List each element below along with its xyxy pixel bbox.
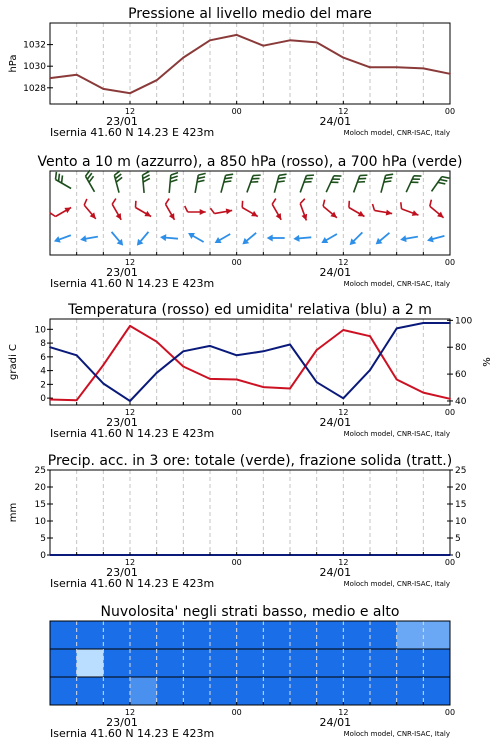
arrow-head	[186, 230, 195, 239]
wind_850-vector	[131, 201, 154, 219]
arrow-head	[320, 237, 329, 246]
arrow-head	[293, 235, 300, 242]
humidity-line-point	[369, 369, 371, 371]
date-label: 24/01	[319, 566, 352, 579]
wind_surface-vector	[426, 233, 445, 244]
barb-feather	[170, 176, 177, 180]
cloud-cell	[77, 649, 104, 678]
wind_700-vector	[169, 172, 178, 194]
arrow-head	[400, 235, 407, 243]
model-label: Moloch model, CNR-ISAC, Italy	[343, 129, 450, 137]
x-tick-label: 12	[338, 708, 349, 717]
model-label: Moloch model, CNR-ISAC, Italy	[343, 280, 450, 288]
y-tick-label: 6	[40, 352, 46, 363]
barb-feather	[133, 201, 139, 208]
cloud-cell	[210, 649, 237, 678]
wind_700-vector	[53, 172, 75, 189]
cloud-cell	[397, 677, 424, 706]
panel-3	[8, 302, 493, 440]
temperature-line-point	[262, 386, 264, 388]
cloud-cell	[263, 649, 290, 678]
cloud-cell	[290, 621, 317, 650]
wind_850-vector	[319, 200, 341, 220]
wind_700-vector	[84, 170, 101, 192]
wind_surface-vector	[186, 230, 205, 245]
barb-feather	[321, 200, 327, 207]
y-tick-label: 20	[34, 483, 46, 493]
cloud-cell	[130, 677, 157, 706]
cloud-cell	[290, 649, 317, 678]
plot-frame	[50, 319, 450, 405]
x-tick-label: 00	[444, 107, 456, 116]
date-label: 23/01	[106, 115, 138, 128]
location-label: Isernia 41.60 N 14.23 E 423m	[50, 727, 215, 740]
humidity-line-point	[182, 350, 184, 352]
barb-head	[144, 211, 152, 219]
y-tick-label-right: 5	[455, 534, 461, 544]
wind_surface-vector	[293, 234, 312, 243]
humidity-line-point	[316, 381, 318, 383]
arrow-head	[267, 235, 273, 242]
x-tick-label: 00	[231, 708, 242, 717]
y-tick-label: 0	[40, 551, 46, 561]
barb-feather	[428, 200, 434, 207]
cloud-cell	[343, 649, 370, 678]
barb-feather	[414, 173, 422, 179]
y-tick-label-right: 60	[455, 370, 467, 381]
barb-feather	[198, 172, 205, 176]
wind_surface-vector	[53, 232, 72, 245]
date-label: 24/01	[319, 416, 352, 429]
humidity-line-point	[449, 322, 451, 324]
arrow-shaft	[84, 237, 98, 239]
temperature-line-point	[396, 379, 398, 381]
y-tick-label: 15	[34, 500, 46, 510]
barb-head	[251, 211, 259, 219]
humidity-line-point	[236, 354, 238, 356]
cloud-cell	[103, 677, 130, 706]
x-tick-label: 12	[338, 408, 349, 417]
wind_850-vector	[185, 206, 206, 215]
model-label: Moloch model, CNR-ISAC, Italy	[343, 730, 450, 738]
x-tick-label: 00	[444, 708, 456, 717]
panel-title: Vento a 10 m (azzurro), a 850 hPa (rosso), a 700 hPa (verde)	[37, 154, 463, 170]
wind_surface-vector	[347, 230, 365, 248]
arrow-head	[160, 234, 167, 241]
temperature-line-point	[369, 335, 371, 337]
wind_surface-vector	[160, 234, 179, 243]
panel-1	[8, 6, 455, 139]
cloud-cell	[130, 649, 157, 678]
cloud-cell	[423, 649, 450, 678]
wind_surface-vector	[267, 235, 285, 242]
cloud-cell	[50, 677, 77, 706]
cloud-cell	[370, 649, 397, 678]
wind_850-vector	[268, 199, 286, 222]
x-tick-label: 00	[231, 408, 242, 417]
barb-feather	[111, 199, 118, 205]
wind_surface-vector	[320, 231, 339, 246]
x-tick-label: 12	[124, 107, 136, 116]
x-tick-label: 12	[124, 408, 136, 417]
temperature-line-point	[422, 392, 424, 394]
barb-feather	[240, 201, 246, 208]
x-tick-label: 00	[444, 258, 456, 267]
barb-feather	[279, 172, 287, 177]
cloud-cell	[263, 677, 290, 706]
y-tick-label: 2	[40, 380, 46, 391]
pressure-line-point	[316, 42, 318, 44]
wind_700-vector	[221, 172, 233, 194]
arrow-shaft	[245, 233, 256, 242]
pressure-line-point	[396, 66, 398, 68]
pressure-line-point	[76, 74, 78, 76]
humidity-line	[50, 323, 450, 401]
x-tick-label: 00	[444, 558, 456, 567]
plot-frame	[50, 23, 450, 104]
cloud-cell	[130, 621, 157, 650]
wind_700-vector	[274, 172, 286, 194]
barb-head	[64, 205, 72, 213]
date-label: 24/01	[319, 115, 352, 128]
y-tick-label: 8	[40, 339, 46, 350]
cloud-cell	[50, 621, 77, 650]
cloud-cell	[157, 677, 184, 706]
x-tick-label: 12	[124, 558, 136, 567]
y-tick-label-right: 25	[455, 466, 467, 476]
wind_850-vector	[80, 199, 100, 221]
temperature-line-point	[289, 388, 291, 390]
cloud-cell	[103, 621, 130, 650]
arrow-head	[426, 236, 434, 244]
wind_700-vector	[381, 172, 393, 194]
barb-feather	[334, 173, 342, 179]
y-tick-label: 0	[40, 394, 46, 405]
cloud-cell	[237, 621, 264, 650]
wind_700-vector	[142, 171, 151, 193]
y-axis-label: hPa	[8, 54, 19, 73]
temperature-line-point	[156, 341, 158, 343]
arrow-shaft	[164, 237, 178, 238]
cloud-cell	[317, 677, 344, 706]
cloud-cell	[317, 621, 344, 650]
barb-head	[200, 209, 206, 215]
location-label: Isernia 41.60 N 14.23 E 423m	[50, 126, 215, 139]
panel-2	[37, 154, 462, 290]
pressure-line	[50, 35, 450, 93]
wind_surface-vector	[240, 230, 258, 247]
panel-5	[50, 604, 455, 740]
barb-feather	[50, 211, 56, 218]
barb-feather	[371, 204, 375, 210]
humidity-line-point	[76, 354, 78, 356]
cloud-cell	[183, 677, 210, 706]
pressure-line-point	[209, 39, 211, 41]
y-tick-label-right: 40	[455, 396, 467, 407]
barb-feather	[253, 173, 261, 178]
cloud-cell	[397, 649, 424, 678]
cloud-cell	[317, 649, 344, 678]
x-tick-label: 00	[444, 408, 456, 417]
wind_850-vector	[296, 199, 312, 222]
y-tick-label: 4	[40, 366, 46, 377]
y-tick-label: 25	[34, 466, 46, 476]
humidity-line-point	[102, 383, 104, 385]
wind_700-vector	[326, 173, 341, 195]
wind_surface-vector	[213, 231, 232, 246]
date-label: 23/01	[106, 266, 138, 279]
panel-4	[8, 453, 467, 590]
cloud-cell	[343, 677, 370, 706]
arrow-shaft	[404, 237, 418, 239]
pressure-line-point	[156, 79, 158, 81]
arrow-shaft	[112, 232, 121, 243]
arrow-shaft	[297, 237, 311, 238]
barb-feather	[82, 199, 89, 205]
cloud-cell	[157, 621, 184, 650]
temperature-line-point	[236, 379, 238, 381]
barb-feather	[143, 178, 150, 182]
x-tick-label: 00	[231, 558, 242, 567]
barb-head	[169, 213, 177, 221]
barb-head	[302, 214, 310, 222]
wind_850-vector	[50, 202, 73, 220]
x-tick-label: 12	[338, 107, 349, 116]
wind_700-vector	[195, 172, 206, 194]
location-label: Isernia 41.60 N 14.23 E 423m	[50, 277, 215, 290]
y-tick-label: 5	[40, 534, 46, 544]
wind_850-vector	[426, 200, 448, 220]
temperature-line-point	[449, 398, 451, 400]
wind_700-vector	[247, 173, 261, 195]
humidity-line-point	[262, 350, 264, 352]
model-label: Moloch model, CNR-ISAC, Italy	[343, 580, 450, 588]
arrow-head	[213, 237, 222, 246]
arrow-shaft	[325, 234, 337, 241]
wind_surface-vector	[109, 230, 126, 248]
humidity-line-point	[156, 372, 158, 374]
barb-feather	[399, 202, 404, 209]
location-label: Isernia 41.60 N 14.23 E 423m	[50, 577, 215, 590]
temperature-line-point	[342, 329, 344, 331]
temperature-line-point	[316, 349, 318, 351]
model-label: Moloch model, CNR-ISAC, Italy	[343, 430, 450, 438]
location-label: Isernia 41.60 N 14.23 E 423m	[50, 427, 215, 440]
pressure-line-point	[449, 73, 451, 75]
cloud-cell	[103, 649, 130, 678]
x-tick-label: 00	[231, 258, 242, 267]
barb-feather	[171, 172, 178, 176]
cloud-cell	[183, 649, 210, 678]
arrow-shaft	[58, 235, 71, 240]
barb-feather	[360, 173, 368, 178]
arrow-shaft	[218, 234, 230, 241]
panel-title: Precip. acc. in 3 ore: totale (verde), frazione solida (tratt.)	[47, 453, 453, 469]
x-tick-label: 12	[338, 258, 349, 267]
pressure-line-point	[342, 57, 344, 59]
barb-feather	[170, 179, 177, 183]
arrow-shaft	[192, 235, 204, 242]
precip-line-point	[49, 554, 51, 556]
pressure-line-point	[369, 66, 371, 68]
temperature-line-point	[102, 364, 104, 366]
cloud-cell	[397, 621, 424, 650]
cloud-cell	[290, 677, 317, 706]
x-tick-label: 12	[124, 708, 136, 717]
date-label: 23/01	[106, 566, 138, 579]
humidity-line-point	[129, 400, 131, 402]
barb-feather	[346, 201, 352, 208]
cloud-cell	[423, 677, 450, 706]
wind_700-vector	[114, 171, 126, 193]
arrow-shaft	[352, 232, 362, 242]
humidity-line-point	[49, 346, 51, 348]
y-tick-label: 1030	[23, 62, 46, 73]
humidity-line-point	[396, 328, 398, 330]
y-tick-label-right: 20	[455, 483, 467, 493]
y-tick-label: 1032	[23, 40, 46, 51]
humidity-line-point	[342, 397, 344, 399]
cloud-cell	[370, 621, 397, 650]
cloud-cell	[183, 621, 210, 650]
panel-title: Temperatura (rosso) ed umidita' relativa (blu) a 2 m	[68, 302, 432, 318]
y-tick-label-right: 0	[455, 551, 461, 561]
date-label: 24/01	[319, 266, 352, 279]
date-label: 23/01	[106, 716, 138, 729]
barb-head	[276, 213, 284, 221]
wind_700-vector	[300, 173, 314, 195]
barb-feather	[164, 199, 171, 205]
temperature-line-point	[182, 366, 184, 368]
pressure-line-point	[49, 77, 51, 79]
barb-feather	[185, 206, 188, 212]
cloud-cell	[77, 621, 104, 650]
y-tick-label-right: 100	[455, 316, 473, 327]
humidity-line-point	[289, 344, 291, 346]
y-axis-label: mm	[8, 502, 19, 523]
barb-feather	[142, 171, 149, 175]
arrow-shaft	[431, 236, 445, 240]
x-tick-label: 12	[124, 258, 136, 267]
wind_surface-vector	[80, 233, 99, 243]
plot-frame	[50, 470, 450, 555]
cloud-cell	[343, 621, 370, 650]
pressure-line-point	[182, 57, 184, 59]
date-label: 23/01	[106, 416, 138, 429]
wind_850-vector	[345, 201, 368, 219]
cloud-cell	[210, 621, 237, 650]
wind_700-vector	[432, 174, 450, 195]
barb-feather	[386, 172, 394, 177]
date-label: 24/01	[319, 716, 352, 729]
temperature-line-point	[129, 325, 131, 327]
wind_surface-vector	[400, 233, 419, 243]
cloud-cell	[210, 677, 237, 706]
barb-feather	[143, 175, 150, 179]
cloud-cell	[77, 677, 104, 706]
cloud-cell	[157, 649, 184, 678]
wind_850-vector	[161, 199, 179, 222]
cloud-cell	[263, 621, 290, 650]
arrow-head	[53, 236, 61, 245]
arrow-head	[80, 235, 87, 243]
wind_850-vector	[371, 204, 393, 217]
barb-head	[358, 211, 366, 219]
barb-feather	[226, 172, 234, 177]
panel-title: Nuvolosita' negli strati basso, medio e alto	[100, 604, 400, 620]
pressure-line-point	[236, 34, 238, 36]
humidity-line-point	[209, 345, 211, 347]
humidity-line-point	[422, 322, 424, 324]
y-tick-label-right: 80	[455, 343, 467, 354]
temperature-line-point	[209, 378, 211, 380]
barb-feather	[299, 199, 306, 204]
pressure-line-point	[422, 67, 424, 69]
cloud-cell	[237, 649, 264, 678]
barb-head	[412, 210, 420, 218]
wind_850-vector	[398, 202, 421, 218]
cloud-cell	[370, 677, 397, 706]
wind_850-vector	[108, 199, 126, 222]
y-axis-label-right: %	[482, 357, 493, 367]
pressure-line-point	[102, 88, 104, 90]
wind_850-vector	[238, 201, 261, 219]
barb-feather	[271, 199, 278, 205]
wind_700-vector	[406, 173, 421, 195]
pressure-line-point	[289, 39, 291, 41]
y-tick-label: 1028	[23, 83, 46, 94]
wind_surface-vector	[373, 230, 391, 247]
y-tick-label-right: 10	[455, 517, 467, 527]
wind_surface-vector	[134, 230, 151, 248]
y-tick-label: 10	[34, 517, 46, 527]
x-tick-label: 00	[231, 107, 242, 116]
arrow-shaft	[139, 232, 148, 243]
pressure-line-point	[262, 45, 264, 47]
arrow-shaft	[379, 233, 390, 242]
x-tick-label: 12	[338, 558, 349, 567]
y-axis-label: gradi C	[8, 344, 19, 380]
barb-head	[116, 213, 124, 221]
barb-feather	[306, 173, 314, 178]
cloud-cell	[423, 621, 450, 650]
barb-feather	[210, 208, 214, 214]
y-tick-label-right: 15	[455, 500, 467, 510]
cloud-cell	[237, 677, 264, 706]
cloud-cell	[50, 649, 77, 678]
wind_850-vector	[210, 205, 232, 218]
panel-title: Pressione al livello medio del mare	[128, 6, 372, 22]
y-tick-label: 10	[34, 325, 46, 336]
pressure-line-point	[129, 92, 131, 94]
wind_700-vector	[354, 173, 368, 195]
temperature-line-point	[49, 399, 51, 401]
temperature-line-point	[76, 399, 78, 401]
